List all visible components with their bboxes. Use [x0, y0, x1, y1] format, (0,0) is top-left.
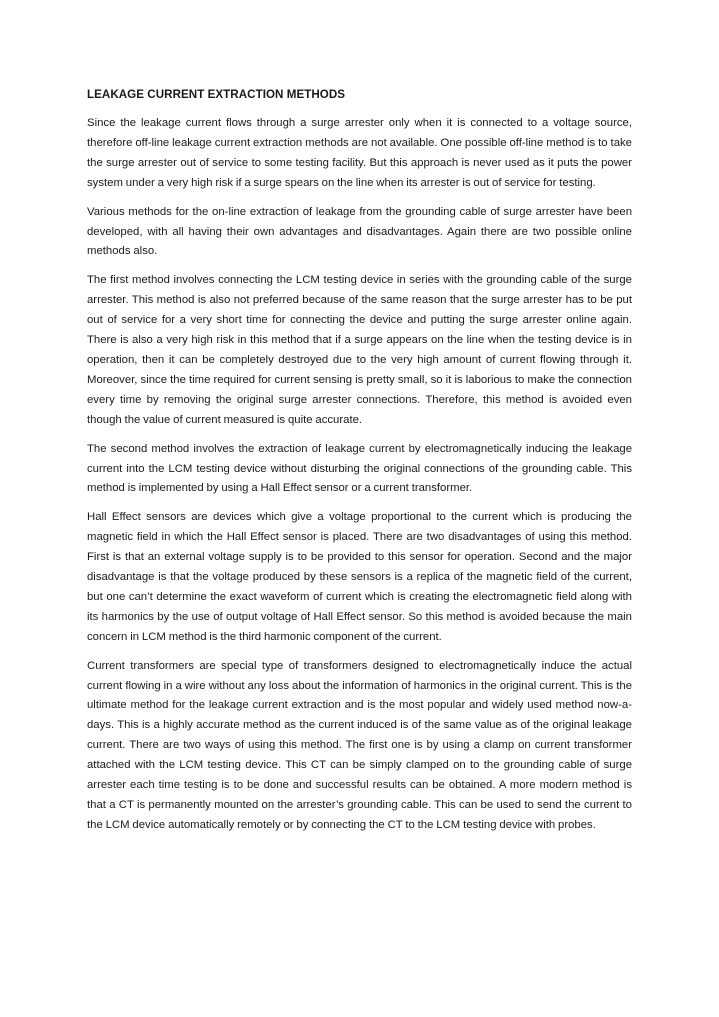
section-heading: LEAKAGE CURRENT EXTRACTION METHODS [87, 88, 346, 101]
paragraph-inductive-method: The second method involves the extraction of leakage current by electromagnetically inducing the leakage current into the LCM testing device without disturbing the original connections of the grounding cable. This method is implemented by using a Hall Effect sensor or a current transformer. [87, 442, 632, 495]
paragraph-offline-methods: Since the leakage current flows through a surge arrester only when it is connected to a voltage source, therefore off-line leakage current extraction methods are not available. One possible off-line method is to take the surge arrester out of service to some testing facility. But this approach is never used as it puts the power system under a very high risk if a surge spears on the line when its arrester is out of service for testing. [87, 117, 632, 189]
paragraph-current-transformers: Current transformers are special type of transformers designed to electromagnetically induce the actual current flowing in a wire without any loss about the information of harmonics in the original current. This is the ultimate method for the leakage current extraction and is the most popular and widely used method now-a-days. This is a highly accurate method as the current induced is of the same value as of the original leakage current. There are two ways of using this method. The first one is by using a clamp on current transformer attached with the LCM testing device. This CT can be simply clamped on to the grounding cable of surge arrester each time testing is to be done and successful results can be obtained. A more modern method is that a CT is permanently mounted on the arrester’s grounding cable. This can be used to send the current to the LCM device automatically remotely or by connecting the CT to the LCM testing device with probes. [87, 659, 632, 831]
document-page [87, 85, 632, 845]
paragraph-online-methods: Various methods for the on-line extraction of leakage from the grounding cable of surge arrester have been developed, with all having their own advantages and disadvantages. Again there are two possible online methods also. [87, 205, 632, 258]
paragraph-hall-effect: Hall Effect sensors are devices which give a voltage proportional to the current which is producing the magnetic field in which the Hall Effect sensor is placed. There are two disadvantages of using this method. First is that an external voltage supply is to be provided to this sensor for operation. Second and the major disadvantage is that the voltage produced by these sensors is a replica of the magnetic field of the current, but one can’t determine the exact waveform of current which is creating the electromagnetic field along with its harmonics by the use of output voltage of Hall Effect sensor. So this method is avoided because the main concern in LCM method is the third harmonic component of the current. [87, 511, 632, 643]
paragraph-series-method: The first method involves connecting the LCM testing device in series with the grounding cable of the surge arrester. This method is also not preferred because of the same reason that the surge arrester has to be put out of service for a very short time for connecting the device and putting the surge arrester online again. There is also a very high risk in this method that if a surge appears on the line when the testing device is in operation, then it can be completely destroyed due to the very high amount of current flowing through it. Moreover, since the time required for current sensing is pretty small, so it is laborious to make the connection every time by removing the original surge arrester connections. Therefore, this method is avoided even though the value of current measured is quite accurate. [87, 274, 632, 426]
